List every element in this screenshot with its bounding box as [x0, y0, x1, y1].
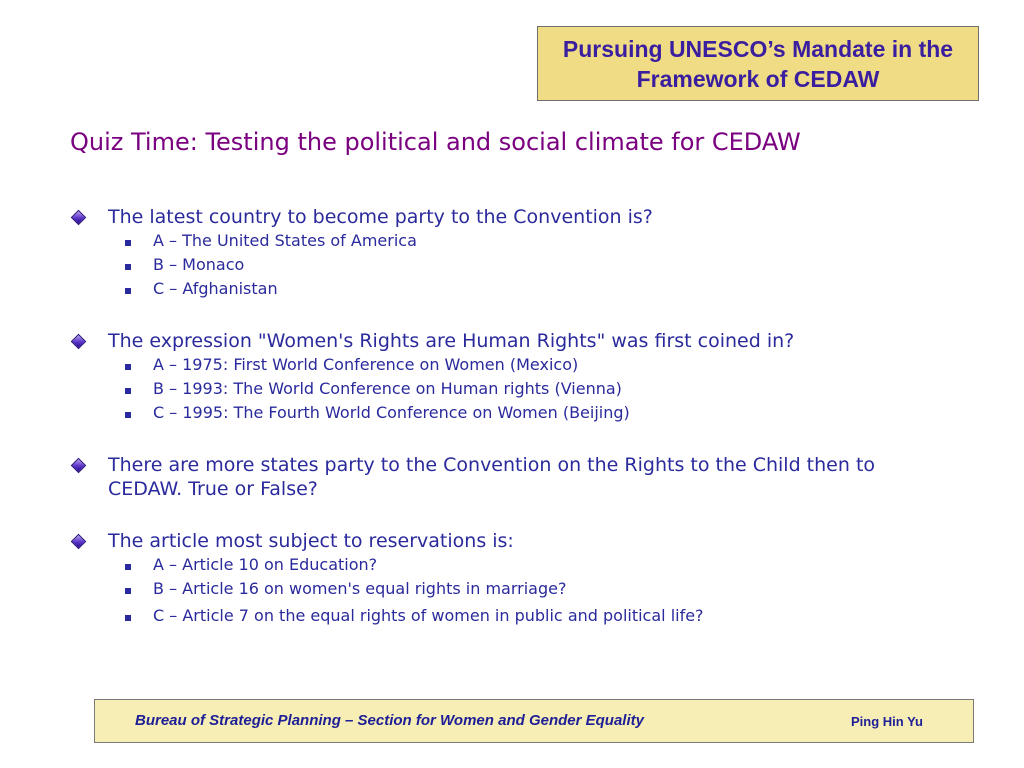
question-text: [70, 205, 950, 229]
square-bullet-icon: [125, 564, 131, 570]
diamond-bullet-icon: [71, 334, 87, 350]
option-item: [70, 553, 950, 577]
question-3: [70, 453, 950, 501]
option-list: [70, 353, 950, 425]
header-banner: [537, 26, 979, 101]
question-2-text: The expression "Women's Rights are Human Rights" was first coined in?: [108, 330, 795, 352]
header-title: Pursuing UNESCO’s Mandate in the Framework of CEDAW: [562, 35, 954, 92]
option-text: A – The United States of America: [153, 231, 417, 250]
option-text: B – 1993: The World Conference on Human rights (Vienna): [153, 379, 622, 398]
option-list: [70, 229, 950, 301]
footer-author: Ping Hin Yu: [851, 714, 923, 729]
option-item: [70, 577, 950, 601]
diamond-bullet-icon: [71, 458, 87, 474]
option-text: C – Article 7 on the equal rights of women in public and political life?: [153, 606, 704, 625]
option-text: A – Article 10 on Education?: [153, 555, 378, 574]
square-bullet-icon: [125, 588, 131, 594]
question-2: [70, 329, 950, 425]
option-item: [70, 353, 950, 377]
question-text: [70, 453, 950, 501]
option-item: [70, 377, 950, 401]
option-item: [70, 401, 950, 425]
square-bullet-icon: [125, 615, 131, 621]
question-4: [70, 529, 950, 628]
slide-title: Quiz Time: Testing the political and social climate for CEDAW: [70, 128, 801, 156]
square-bullet-icon: [125, 388, 131, 394]
diamond-bullet-icon: [71, 210, 87, 226]
footer-bar: [94, 699, 974, 743]
option-item: [70, 277, 950, 301]
diamond-bullet-icon: [71, 534, 87, 550]
square-bullet-icon: [125, 364, 131, 370]
option-text: A – 1975: First World Conference on Women (Mexico): [153, 355, 579, 374]
question-4-text: The article most subject to reservations is:: [108, 530, 514, 552]
square-bullet-icon: [125, 240, 131, 246]
question-1: [70, 205, 950, 301]
option-text: B – Article 16 on women's equal rights in marriage?: [153, 579, 567, 598]
question-3-text: There are more states party to the Convention on the Rights to the Child then to CEDAW. True or False?: [108, 454, 876, 500]
option-item: [70, 253, 950, 277]
option-text: C – Afghanistan: [153, 279, 278, 298]
square-bullet-icon: [125, 412, 131, 418]
square-bullet-icon: [125, 264, 131, 270]
option-item: [70, 229, 950, 253]
question-text: [70, 329, 950, 353]
question-text: [70, 529, 950, 553]
question-1-text: The latest country to become party to the Convention is?: [108, 206, 653, 228]
option-list: [70, 553, 950, 628]
option-text: C – 1995: The Fourth World Conference on Women (Beijing): [153, 403, 630, 422]
square-bullet-icon: [125, 288, 131, 294]
option-text: B – Monaco: [153, 255, 245, 274]
footer-organization: Bureau of Strategic Planning – Section for Women and Gender Equality: [135, 712, 644, 729]
option-item: [70, 604, 950, 628]
